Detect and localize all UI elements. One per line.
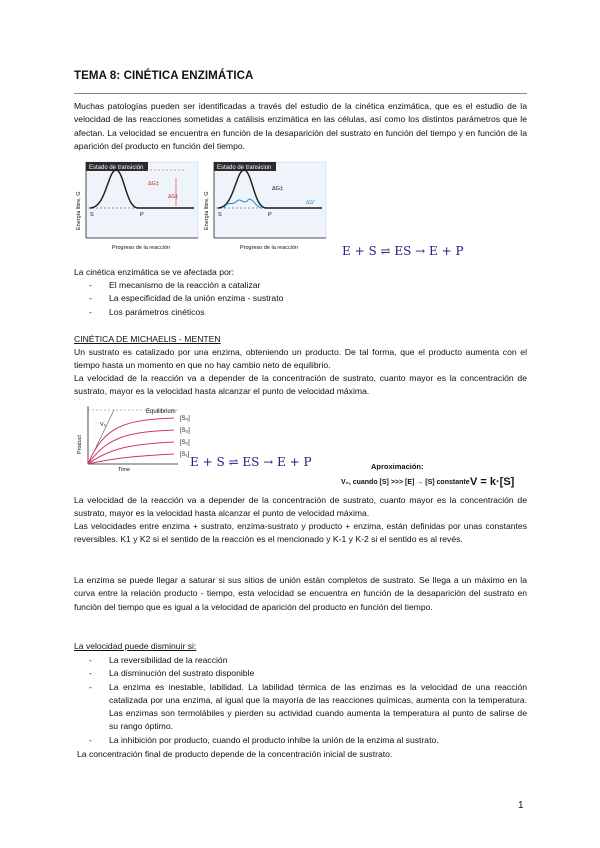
delta-g-product-label: ΔG‡ <box>168 194 179 200</box>
curve-s3 <box>88 430 174 464</box>
mm-paragraph-2: La velocidad de la reacción va a depender de la concentración de sustrato, cuanto mayor es la concentración de sustrato, mayor es la velocidad hasta alcanzar el punto de velocidad máxima. <box>74 373 527 397</box>
list-item: - Los parámetros cinéticos <box>89 306 205 317</box>
approximation-title: Aproximación: <box>371 462 424 471</box>
section-heading-michaelis: CINÉTICA DE MICHAELIS - MENTEN <box>74 334 221 344</box>
delta-g-label: ΔG‡ <box>148 181 160 187</box>
v0-label: V₀ <box>100 422 106 428</box>
list-item: - El mecanismo de la reacción a catalizar <box>89 280 261 290</box>
product-label-right: P <box>268 212 272 218</box>
title-divider <box>74 93 527 94</box>
mm-paragraph-1: Un sustrato es catalizado por una enzima, obteniendo un producto. De tal forma, que el producto aumenta con el tiempo hasta un momento en que no hay cambio neto de equilibrio. <box>74 347 527 371</box>
list-item: - La especificidad de la unión enzima - sustrato <box>89 293 284 304</box>
approximation-formula: V = k·[S] <box>470 476 515 488</box>
mm-paragraph-3: La velocidad de la reacción va a depender de la concentración de sustrato, cuanto mayor es la concentración de sustrato, mayor es la velocidad hasta alcanzar el punto de velocidad máxima. <box>74 495 527 519</box>
intro-paragraph: Muchas patologías pueden ser identificadas a través del estudio de la cinética enzimática, que es el estudio de la velocidad de las reacciones sometidas a catálisis enzimática en las células, así como los distintos parámetros que le afectan. La velocidad se encuentra en función de la desaparición del sustrato en función del tiempo y en función de la aparición del producto en función del tiempo. <box>74 101 527 151</box>
curve-label-s4: [S₄] <box>180 416 190 422</box>
product-axis-label: Product <box>77 435 83 454</box>
decrease-list <box>74 654 527 747</box>
final-note: La concentración final de producto depende de la concentración inicial de sustrato. <box>77 749 393 759</box>
page-number: 1 <box>518 800 524 811</box>
product-label: P <box>140 212 144 218</box>
energy-panel-catalyzed <box>204 162 326 251</box>
curve-label-s2: [S₂] <box>180 440 190 446</box>
curve-s2 <box>88 442 174 464</box>
reaction-equation: E + S ⇌ ES → E + P <box>342 244 464 258</box>
page-title: TEMA 8: CINÉTICA ENZIMÁTICA <box>74 70 254 82</box>
x-axis-label-right: Progreso de la reacción <box>240 245 299 251</box>
substrate-label-right: S <box>218 212 222 218</box>
section-heading-decrease: La velocidad puede disminuir si: <box>74 641 197 651</box>
panel-left-title: Estado de transición <box>89 165 144 171</box>
mm-paragraph-4: Las velocidades entre enzima + sustrato, enzima-sustrato y producto + enzima, están definidas por unas constantes reversibles. K1 y K2 si el sentido de la reacción es el mencionado y K-1 y K-2 si el sentido es al revés. <box>74 521 527 545</box>
time-axis-label: Time <box>118 467 131 472</box>
energy-panel-uncatalyzed <box>76 162 198 251</box>
affected-intro: La cinética enzimática se ve afectada por: <box>74 267 235 277</box>
energy-diagram-figure <box>76 160 336 252</box>
approximation-text: V₀, cuando [S] >>> [E] → [S] constante <box>341 479 470 486</box>
list-item: - La enzima es inestable, labilidad. La labilidad térmica de las enzimas es la velocidad de una reacción catalizada por una enzima, al igual que la mayoría de las reacciones químicas, aumenta con la temperatura. Las enzimas son termolábiles y pierden su actividad cuando aumenta la temperatura al punto de salirse de su rango óptimo. <box>89 681 527 732</box>
delta-g-standard-label: ΔG° <box>306 200 316 206</box>
curve-s1 <box>88 454 174 464</box>
mm-paragraph-5: La enzima se puede llegar a saturar si sus sitios de unión están completos de sustrato. Se llega a un máximo en la curva entre la relación producto - tiempo, esta velocidad se encuentra en función de la desaparición del sustrato en función del tiempo que es igual a la velocidad de aparición del producto en función del tiempo. <box>74 575 527 612</box>
panel-right-title: Estado de transicion <box>217 165 272 171</box>
y-axis-label: Energía libre, G <box>76 191 82 230</box>
x-axis-label-left: Progreso de la reacción <box>112 245 171 251</box>
equilibrium-label: Equilibrium <box>146 409 176 415</box>
list-item: - La inhibición por producto, cuando el producto inhibe la unión de la enzima al sustrato. <box>89 734 439 745</box>
affected-list <box>74 279 527 319</box>
curve-label-s1: [S₁] <box>180 452 190 458</box>
delta-g-catalyzed-label: ΔG‡ <box>272 186 284 192</box>
list-item: - La disminución del sustrato disponible <box>89 668 255 679</box>
curve-label-s3: [S₃] <box>180 428 190 434</box>
substrate-label: S <box>90 212 94 218</box>
y-axis-label-right: Energía libre, G <box>204 191 210 230</box>
reaction-equation-2: E + S ⇌ ES → E + P <box>190 455 312 469</box>
list-item: - La reversibilidad de la reacción <box>89 655 228 665</box>
